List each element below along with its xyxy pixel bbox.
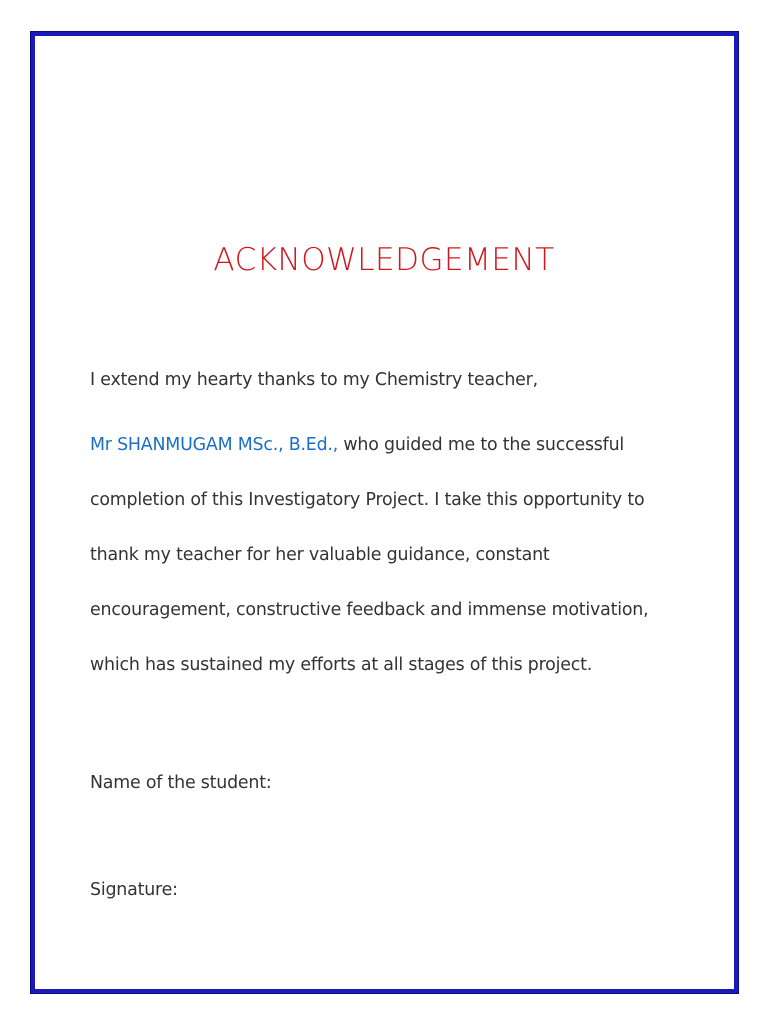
paragraph-line-1: I extend my hearty thanks to my Chemistry teacher, — [90, 370, 538, 390]
paragraph-line-6: which has sustained my efforts at all stages of this project. — [90, 655, 593, 675]
page-border — [31, 32, 738, 993]
paragraph-line-5: encouragement, constructive feedback and immense motivation, — [90, 600, 649, 620]
student-name-label: Name of the student: — [90, 773, 272, 793]
paragraph-line-3: completion of this Investigatory Project. I take this opportunity to — [90, 490, 645, 510]
teacher-name: Mr SHANMUGAM MSc., B.Ed., — [90, 435, 339, 455]
document-title: ACKNOWLEDGEMENT — [213, 242, 555, 278]
signature-label: Signature: — [90, 880, 178, 900]
paragraph-line-2 — [90, 435, 690, 455]
paragraph-line-4: thank my teacher for her valuable guidance, constant — [90, 545, 550, 565]
paragraph-line-2-rest: who guided me to the successful — [338, 435, 625, 455]
